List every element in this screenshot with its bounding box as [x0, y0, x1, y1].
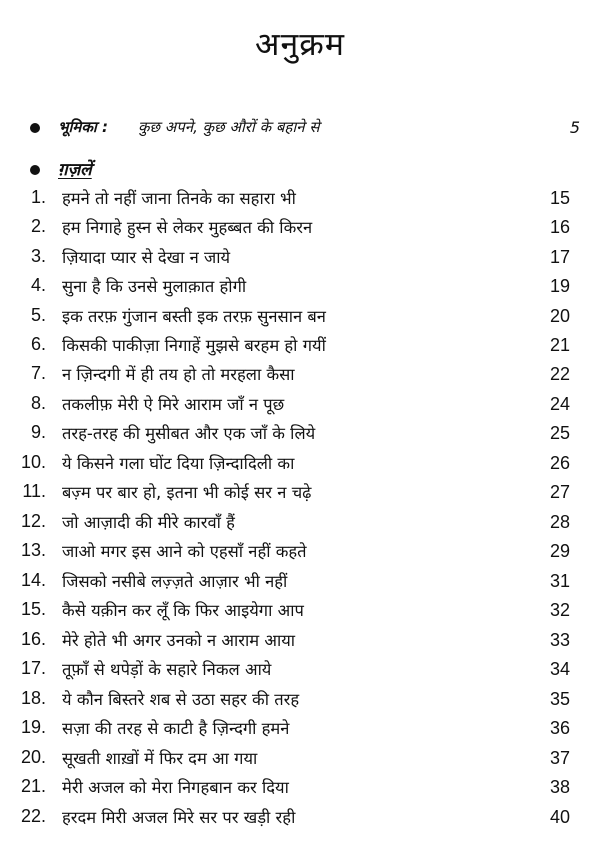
- toc-entry: [0, 596, 600, 624]
- entry-page: 28: [549, 512, 570, 532]
- toc-entry: [0, 419, 600, 447]
- entry-number: 9.: [30, 422, 46, 442]
- entry-page: 38: [549, 777, 570, 797]
- bhumika-page: 5: [569, 118, 580, 137]
- entry-page: 15: [549, 188, 570, 208]
- entry-number: 8.: [30, 393, 46, 413]
- toc-entry: [0, 773, 600, 801]
- bhumika-label: भूमिका :: [58, 118, 109, 136]
- entry-page: 40: [549, 807, 570, 827]
- entry-page: 22: [549, 364, 570, 384]
- entry-title: इक तरफ़ गुंजान बस्ती इक तरफ़ सुनसान बन: [62, 307, 326, 326]
- toc-entry: [0, 714, 600, 742]
- entry-title: तूफ़ाँ से थपेड़ों के सहारे निकल आये: [62, 660, 272, 679]
- entry-number: 18.: [20, 688, 46, 708]
- toc-entry: [0, 360, 600, 388]
- page-title: अनुक्रम: [255, 25, 345, 63]
- entry-title: हमने तो नहीं जाना तिनके का सहारा भी: [62, 189, 296, 208]
- entry-number: 12.: [20, 511, 46, 531]
- entry-page: 32: [549, 600, 570, 620]
- toc-entry: [0, 272, 600, 300]
- entry-page: 20: [549, 306, 570, 326]
- toc-entry: [0, 744, 600, 772]
- entry-title: जो आज़ादी की मीरे कारवाँ हैं: [62, 513, 235, 532]
- entry-number: 4.: [30, 275, 46, 295]
- toc-entry: [0, 390, 600, 418]
- entry-page: 16: [549, 217, 570, 237]
- toc-entry: [0, 685, 600, 713]
- entry-number: 14.: [20, 570, 46, 590]
- entry-page: 19: [549, 276, 570, 296]
- entry-title: जिसको नसीबे लज़्ज़ते आज़ार भी नहीं: [62, 572, 288, 591]
- entry-page: 29: [549, 541, 570, 561]
- entry-page: 37: [549, 748, 570, 768]
- entry-page: 35: [549, 689, 570, 709]
- entry-number: 19.: [20, 717, 46, 737]
- toc-entry: [0, 449, 600, 477]
- entry-title: बज़्म पर बार हो, इतना भी कोई सर न चढ़े: [62, 483, 312, 502]
- entry-title: न ज़िन्दगी में ही तय हो तो मरहला कैसा: [62, 365, 295, 384]
- entry-page: 25: [549, 423, 570, 443]
- entry-title: हम निगाहे हुस्न से लेकर मुहब्बत की किरन: [62, 218, 313, 237]
- entry-page: 27: [549, 482, 570, 502]
- toc-entry: [0, 478, 600, 506]
- entry-number: 6.: [30, 334, 46, 354]
- entry-title: ये कौन बिस्तरे शब से उठा सहर की तरह: [62, 690, 300, 709]
- entry-title: तरह-तरह की मुसीबत और एक जाँ के लिये: [62, 424, 316, 443]
- entry-number: 11.: [22, 481, 46, 501]
- entry-number: 1.: [30, 187, 46, 207]
- toc-entry: [0, 655, 600, 683]
- entry-number: 20.: [20, 747, 46, 767]
- bullet-icon: [30, 165, 40, 175]
- entry-page: 17: [549, 247, 570, 267]
- section-heading: ग़ज़लें: [58, 160, 92, 180]
- entry-page: 33: [549, 630, 570, 650]
- entry-title: ये किसने गला घोंट दिया ज़िन्दादिली का: [62, 454, 295, 473]
- entry-title: मेरे होते भी अगर उनको न आराम आया: [62, 631, 296, 650]
- entry-number: 22.: [20, 806, 46, 826]
- entry-page: 24: [549, 394, 570, 414]
- toc-entry: [0, 567, 600, 595]
- entry-number: 15.: [20, 599, 46, 619]
- entry-number: 21.: [20, 776, 46, 796]
- bhumika-row: [0, 114, 600, 142]
- section-heading-row: [0, 156, 600, 184]
- entry-title: तकलीफ़ मेरी ऐ मिरे आराम जाँ न पूछ: [62, 395, 285, 414]
- toc-entry: [0, 184, 600, 212]
- entry-number: 13.: [20, 540, 46, 560]
- entry-number: 7.: [30, 363, 46, 383]
- entry-page: 31: [549, 571, 570, 591]
- toc-entry: [0, 803, 600, 831]
- entry-page: 26: [549, 453, 570, 473]
- entry-number: 3.: [30, 246, 46, 266]
- bhumika-text: कुछ अपने, कुछ औरों के बहाने से: [138, 118, 320, 136]
- entry-number: 16.: [20, 629, 46, 649]
- entry-title: जाओ मगर इस आने को एहसाँ नहीं कहते: [62, 542, 307, 561]
- entry-number: 17.: [20, 658, 46, 678]
- toc-entry: [0, 302, 600, 330]
- entry-title: ज़ियादा प्यार से देखा न जाये: [62, 248, 231, 267]
- entry-title: हरदम मिरी अजल मिरे सर पर खड़ी रही: [62, 808, 296, 827]
- entry-title: सज़ा की तरह से काटी है ज़िन्दगी हमने: [62, 719, 290, 738]
- bullet-icon: [30, 123, 40, 133]
- entry-page: 34: [549, 659, 570, 679]
- entry-number: 5.: [30, 305, 46, 325]
- entry-title: सूखती शाख़ों में फिर दम आ गया: [62, 749, 258, 768]
- toc-entry: [0, 626, 600, 654]
- entry-title: सुना है कि उनसे मुलाक़ात होगी: [62, 277, 247, 296]
- entry-number: 10.: [20, 452, 46, 472]
- toc-entry: [0, 331, 600, 359]
- entry-title: किसकी पाकीज़ा निगाहें मुझसे बरहम हो गयीं: [62, 336, 326, 355]
- entry-title: कैसे यक़ीन कर लूँ कि फिर आइयेगा आप: [62, 601, 304, 620]
- entry-number: 2.: [30, 216, 46, 236]
- entry-title: मेरी अजल को मेरा निगहबान कर दिया: [62, 778, 289, 797]
- toc-entry: [0, 508, 600, 536]
- entry-page: 21: [549, 335, 570, 355]
- toc-entry: [0, 537, 600, 565]
- entry-page: 36: [549, 718, 570, 738]
- toc-entry: [0, 243, 600, 271]
- toc-entry: [0, 213, 600, 241]
